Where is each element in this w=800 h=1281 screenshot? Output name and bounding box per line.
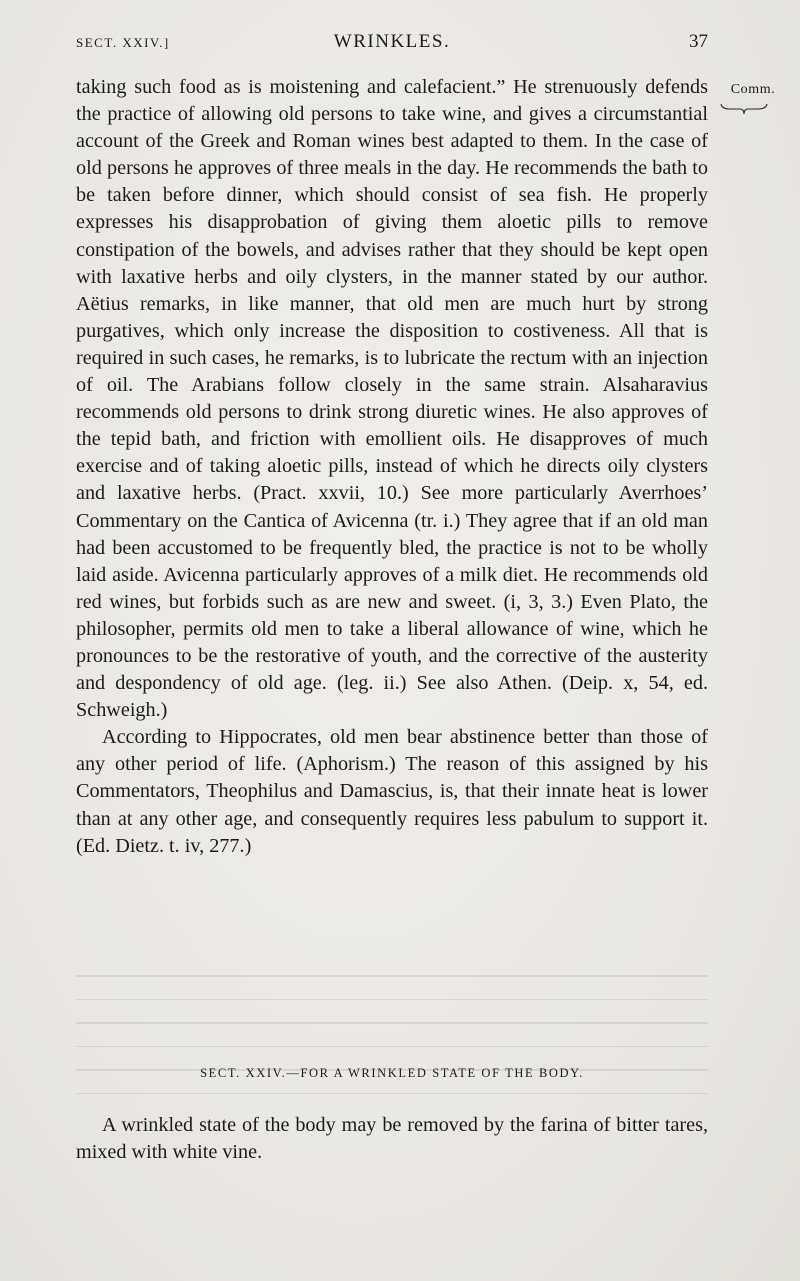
running-head-title: WRINKLES. (333, 31, 451, 52)
running-head (76, 31, 708, 57)
margin-note-label: Comm. (730, 82, 776, 97)
page-number: 37 (689, 31, 708, 52)
commentary-text (76, 74, 708, 860)
section-text (76, 1112, 708, 1166)
margin-brace-icon (720, 102, 768, 116)
paragraph-2: According to Hippocrates, old men bear abstinence better than those of any other period of life. (Aphorism.) The reason of this assigned by his Commentators, Theophilus and Damascius, is, that their innate heat is lower than at any other age, and consequently requires less pabulum to support it. (Ed. Dietz. t. iv, 277.) (76, 726, 708, 857)
paragraph-1: taking such food as is moistening and calefacient.” He strenuously defends the practice of allowing old persons to take wine, and gives a circumstantial account of the Greek and Roman wines best adapted to them. In the case of old persons he approves of three meals in the day. He recommends the bath to be taken before dinner, which should consist of sea fish. He properly expresses his disapprobation of giving them aloetic pills to remove constipation of the bowels, and advises rather that they should be kept open with laxative herbs and oily clysters, in the manner stated by our author. Aëtius remarks, in like manner, that old men are much hurt by strong purgatives, which only increase the disposition to costiveness. All that is required in such cases, he remarks, is to lubricate the rectum with an injection of oil. The Arabians follow closely in the same strain. Alsaharavius recommends old persons to drink strong diuretic wines. He also approves of the tepid bath, and friction with emollient oils. He disapproves of much exercise and of taking aloetic pills, instead of which he directs oily clysters and laxative herbs. (Pract. xxvii, 10.) See more particularly Averrhoes’ Commentary on the Cantica of Avicenna (tr. i.) They agree that if an old man had been accustomed to be frequently bled, the practice is not to be wholly laid aside. Avicenna particularly approves of a milk diet. He recommends old red wines, but forbids such as are new and sweet. (i, 3, 3.) Even Plato, the philosopher, permits old men to take a liberal allowance of wine, which he pronounces to be the restorative of youth, and the corrective of the austerity and despondency of old age. (leg. ii.) See also Athen. (Deip. x, 54, ed. Schweigh.) (76, 76, 708, 722)
margin-note (718, 82, 788, 98)
section-heading: SECT. XXIV.—FOR A WRINKLED STATE OF THE BODY. (200, 1066, 584, 1080)
paragraph-3: A wrinkled state of the body may be removed by the farina of bitter tares, mixed with white vine. (76, 1114, 708, 1164)
running-head-section: SECT. XXIV.] (76, 35, 170, 50)
